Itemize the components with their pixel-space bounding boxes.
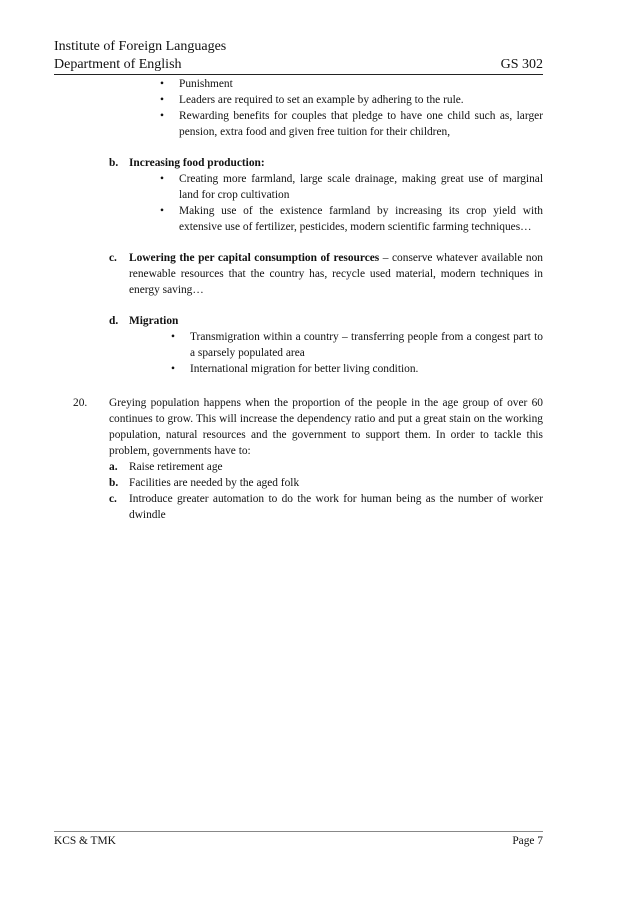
list-item: • Leaders are required to set an example by adhering to the rule.: [160, 94, 464, 106]
sub-item-text: Facilities are needed by the aged folk: [129, 477, 300, 489]
section-c: [109, 250, 543, 298]
section-c-title: Lowering the per capital consumption of resources: [129, 252, 380, 264]
item-20: [73, 395, 543, 523]
item-20-number: 20.: [73, 397, 88, 409]
sub-item-text: Introduce greater automation to do the work for human being as the number of worker dwindle: [129, 493, 543, 521]
sub-item-text: Raise retirement age: [129, 461, 223, 473]
sub-item: [109, 491, 543, 523]
item-20-text: Greying population happens when the proportion of the people in the age group of over 60 continues to grow. This will increase the dependency ratio and put a great stain on the working population, natural resources and the government to support them. In order to tackle this problem, governments have to:: [109, 397, 543, 457]
list-item: • Making use of the existence farmland by increasing its crop yield with extensive use of fertilizer, pesticides, modern scientific farming techniques…: [160, 205, 543, 233]
bullet-icon: •: [160, 94, 164, 106]
section-c-text: – conserve whatever available non renewable resources that the country has, recycle used material, modern techniques in energy saving…: [129, 252, 543, 296]
page-header: [54, 38, 543, 74]
section-c-label: c.: [109, 252, 117, 264]
section-d: [109, 313, 543, 329]
bullet-icon: •: [160, 110, 164, 122]
document-body: [54, 76, 543, 523]
bullet-icon: •: [160, 78, 164, 90]
sub-item: [109, 475, 543, 491]
page-number: Page 7: [512, 835, 543, 847]
section-b-bullets: [160, 171, 543, 235]
section-b: [109, 155, 543, 171]
sub-item-label: c.: [109, 493, 117, 505]
bullet-icon: •: [160, 173, 164, 185]
header-divider: [54, 74, 543, 75]
bullet-icon: •: [171, 363, 175, 375]
sub-item: [109, 459, 543, 475]
section-d-title: Migration: [129, 315, 179, 327]
sub-item-label: a.: [109, 461, 118, 473]
bullet-icon: •: [160, 205, 164, 217]
course-code: GS 302: [500, 57, 543, 72]
list-item: • Punishment: [160, 78, 233, 90]
sub-item-label: b.: [109, 477, 119, 489]
section-b-title: Increasing food production:: [129, 157, 265, 169]
page-footer: [54, 835, 543, 847]
footer-authors: KCS & TMK: [54, 835, 116, 847]
footer-divider: [54, 831, 543, 832]
list-item: • International migration for better living condition.: [171, 363, 419, 375]
section-d-bullets: [171, 329, 543, 377]
institute-name: Institute of Foreign Languages: [54, 39, 227, 54]
list-item: • Transmigration within a country – transferring people from a congest part to a sparsely populated area: [171, 331, 543, 359]
list-item: • Rewarding benefits for couples that pledge to have one child such as, larger pension, extra food and given free tuition for their children,: [160, 110, 543, 138]
department-name: Department of English: [54, 57, 182, 72]
bullet-icon: •: [171, 331, 175, 343]
list-item: • Creating more farmland, large scale drainage, making great use of marginal land for crop cultivation: [160, 173, 543, 201]
section-d-label: d.: [109, 315, 119, 327]
section-a-bullets: [160, 76, 543, 140]
section-b-label: b.: [109, 157, 119, 169]
